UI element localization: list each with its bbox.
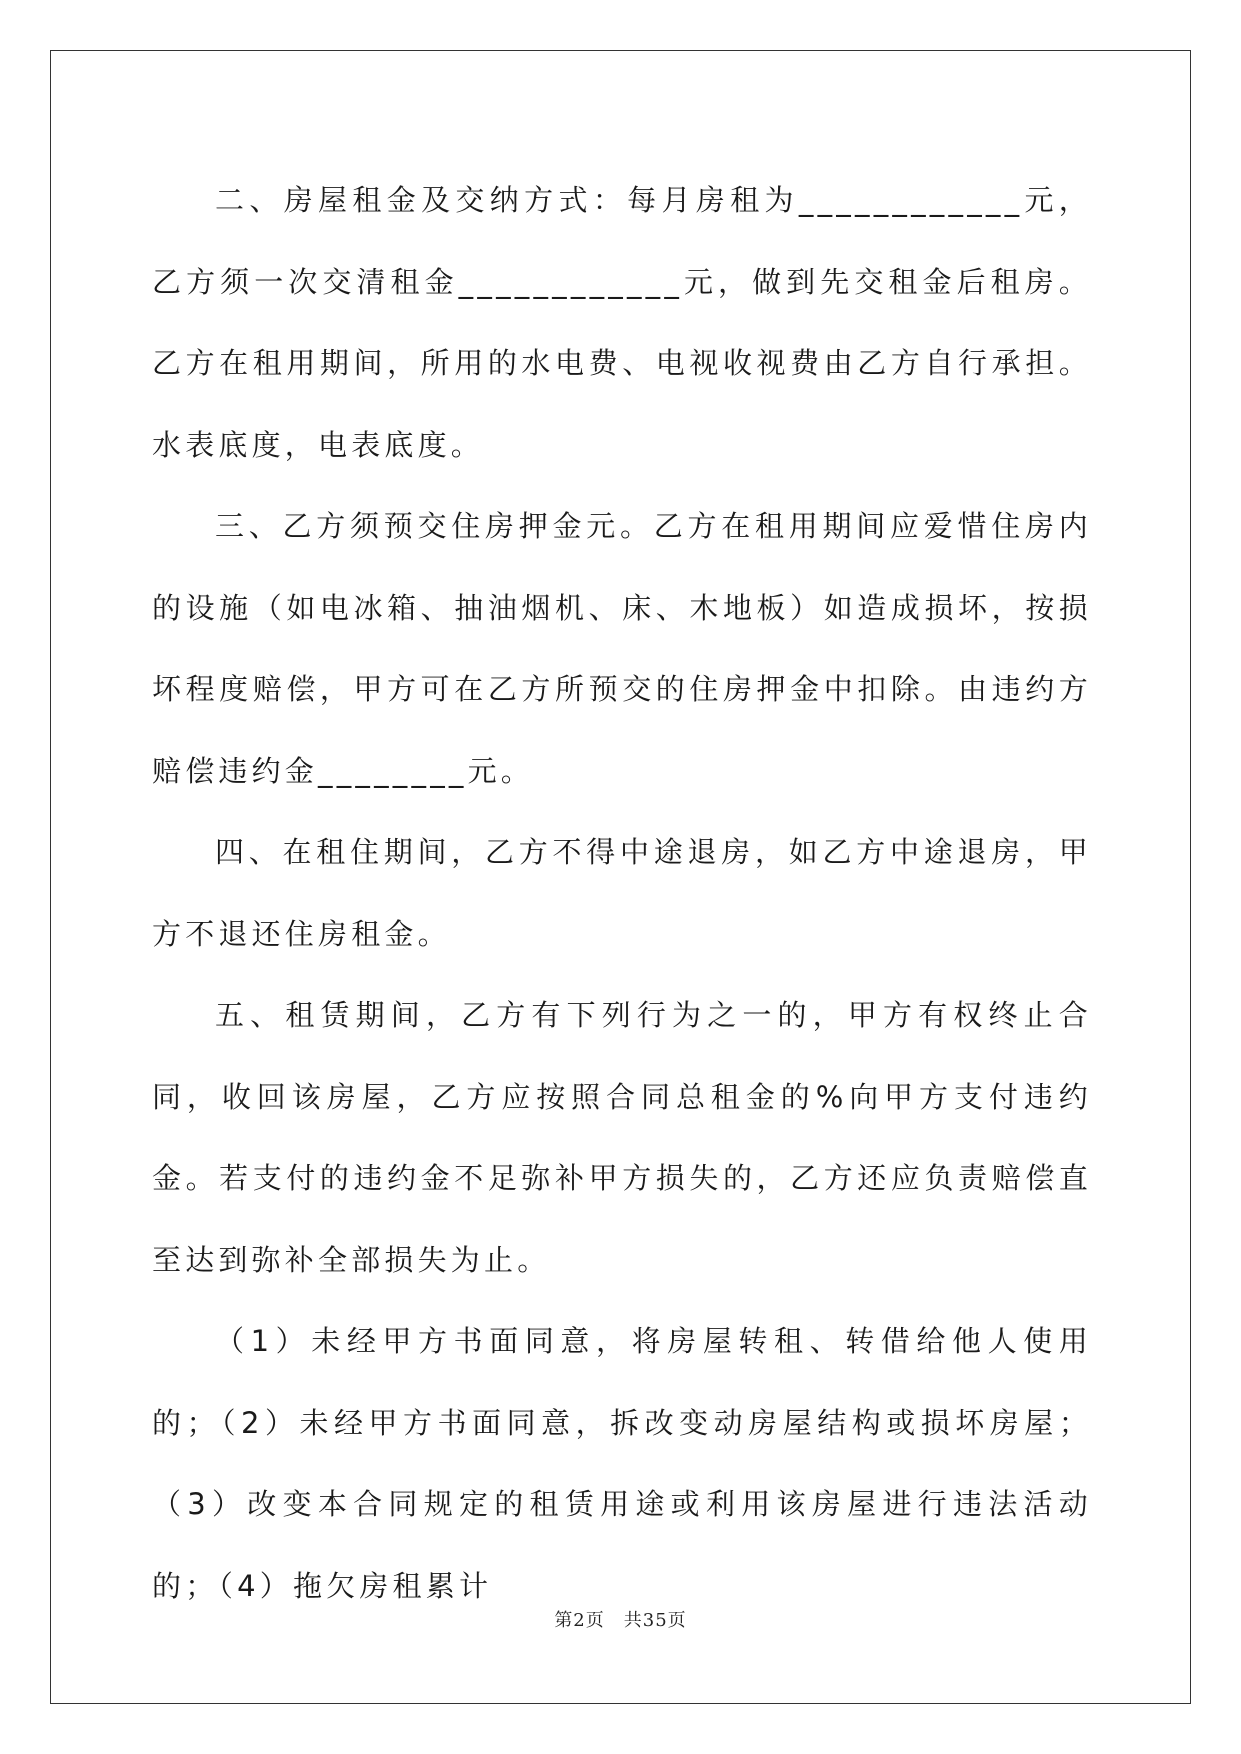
document-body bbox=[152, 160, 1092, 1627]
paragraph-breach-conditions: （1）未经甲方书面同意，将房屋转租、转借给他人使用的；（2）未经甲方书面同意，拆改变动房屋结构或损坏房屋；（3）改变本合同规定的租赁用途或利用该房屋进行违法活动的；（4）拖欠房租累计 bbox=[152, 1324, 1092, 1603]
paragraph-rent-payment: 二、房屋租金及交纳方式：每月房租为____________元，乙方须一次交清租金____________元，做到先交租金后租房。乙方在租用期间，所用的水电费、电视收视费由乙方自行承担。水表底度，电表底度。 bbox=[152, 183, 1092, 462]
paragraph-breach-penalty: 五、租赁期间，乙方有下列行为之一的，甲方有权终止合同，收回该房屋，乙方应按照合同总租金的%向甲方支付违约金。若支付的违约金不足弥补甲方损失的，乙方还应负责赔偿直至达到弥补全部损失为止。 bbox=[152, 998, 1092, 1277]
paragraph-early-termination: 四、在租住期间，乙方不得中途退房，如乙方中途退房，甲方不退还住房租金。 bbox=[152, 835, 1092, 951]
page-number-footer: 第2页 共35页 bbox=[554, 1610, 687, 1631]
paragraph-deposit: 三、乙方须预交住房押金元。乙方在租用期间应爱惜住房内的设施（如电冰箱、抽油烟机、床、木地板）如造成损坏，按损坏程度赔偿，甲方可在乙方所预交的住房押金中扣除。由违约方赔偿违约金________元。 bbox=[152, 509, 1092, 788]
